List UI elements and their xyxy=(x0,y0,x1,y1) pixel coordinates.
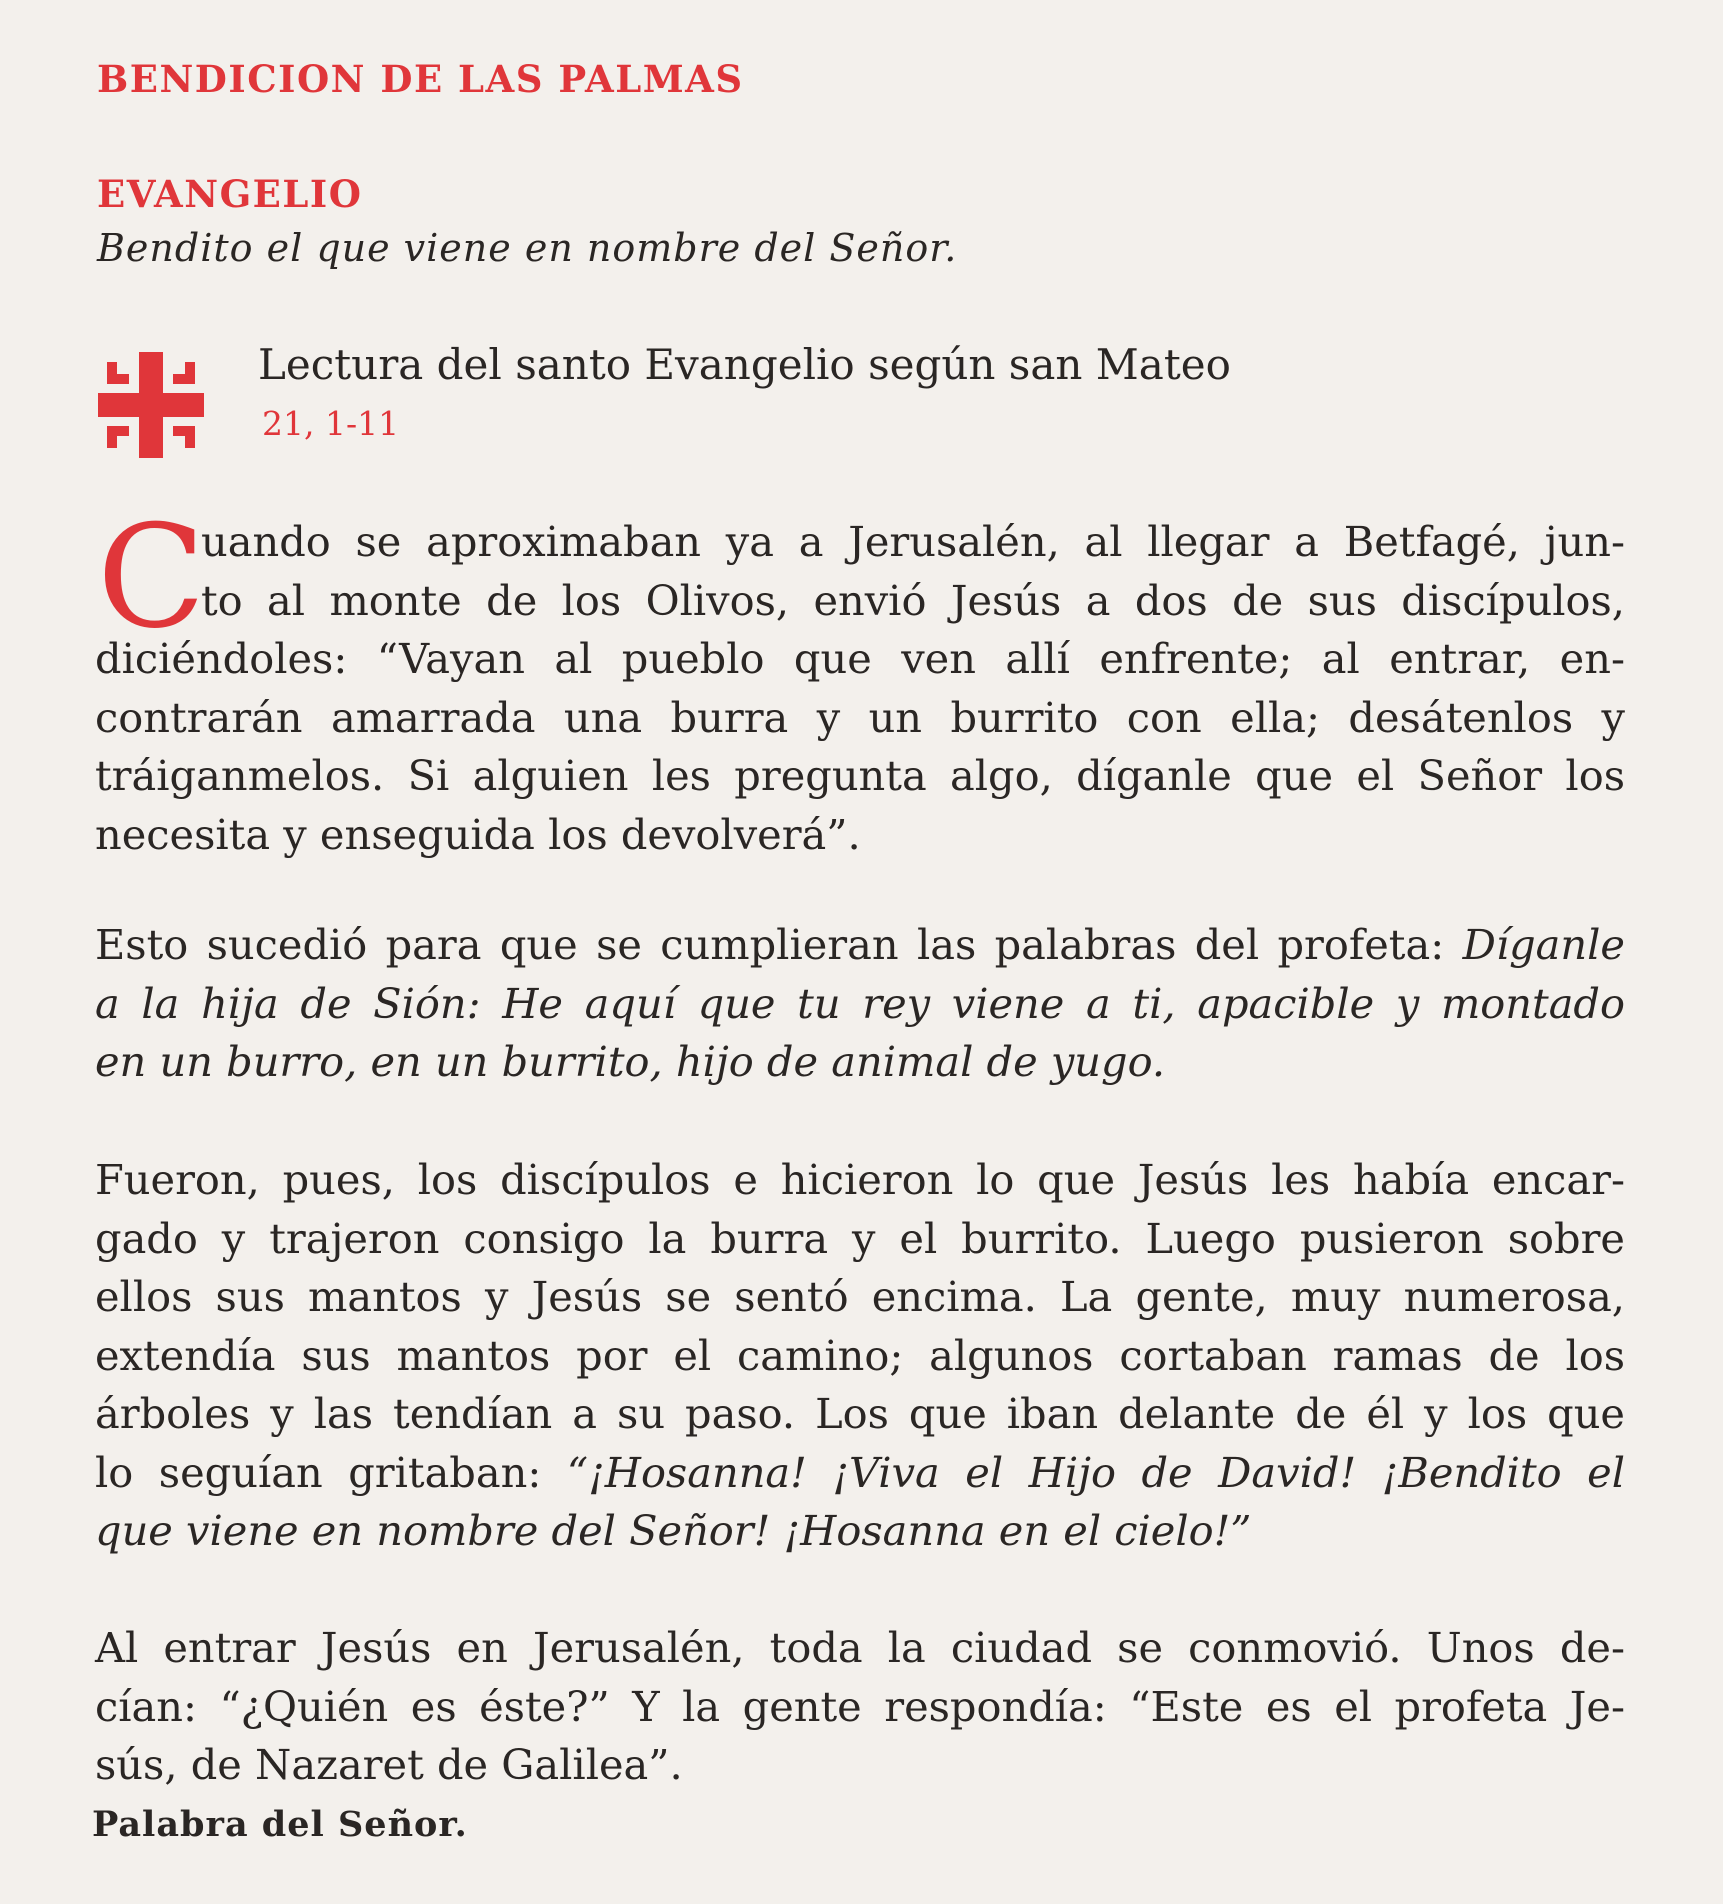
text-line: cían: “¿Quién es éste?” Y la gente respondía: “Este es el profeta Je- xyxy=(95,1681,1625,1731)
text-line: contrarán amarrada una burra y un burrito con ella; desátenlos y xyxy=(95,692,1625,742)
paragraph-1 xyxy=(95,495,1625,864)
acclamation-quote: que viene en nombre del Señor! ¡Hosanna en el cielo!” xyxy=(95,1506,1252,1555)
text-line: árboles y las tendían a su paso. Los que iban delante de él y los que xyxy=(95,1389,1625,1438)
reading-reference: 21, 1-11 xyxy=(262,404,400,443)
text-line: tráiganmelos. Si alguien les pregunta algo, díganle que el Señor los xyxy=(95,751,1625,800)
section-subtitle: Bendito el que viene en nombre del Señor. xyxy=(97,226,958,270)
paragraph-4 xyxy=(95,1619,1625,1795)
reading-title: Lectura del santo Evangelio según san Mateo xyxy=(258,340,1231,389)
jerusalem-cross-icon xyxy=(98,352,204,458)
text-line: necesita y enseguida los devolverá”. xyxy=(95,809,861,859)
prophecy-quote: a la hija de Sión: He aquí que tu rey viene a ti, apacible y montado xyxy=(95,978,1625,1028)
text-line: ellos sus mantos y Jesús se sentó encima. La gente, muy numerosa, xyxy=(95,1272,1625,1321)
text-line: Fueron, pues, los discípulos e hicieron lo que Jesús les había encar- xyxy=(95,1155,1625,1204)
closing-acclamation: Palabra del Señor. xyxy=(92,1804,468,1845)
paragraph-2 xyxy=(95,916,1625,1092)
prophecy-quote: en un burro, en un burrito, hijo de animal de yugo. xyxy=(95,1037,1166,1086)
paragraph-3 xyxy=(95,1151,1625,1561)
text-line: sús, de Nazaret de Galilea”. xyxy=(95,1740,683,1789)
section-title: BENDICION DE LAS PALMAS xyxy=(97,57,744,101)
section-label: EVANGELIO xyxy=(97,172,363,216)
text-line xyxy=(95,1444,1625,1503)
text-line: gado y trajeron consigo la burra y el burrito. Luego pusieron sobre xyxy=(95,1213,1625,1263)
text-line: Al entrar Jesús en Jerusalén, toda la ciudad se conmovió. Unos de- xyxy=(95,1623,1625,1672)
text-fragment: Esto sucedió para que se cumplieran las palabras del profeta: xyxy=(95,920,1445,969)
drop-cap: C xyxy=(97,495,206,660)
text-line xyxy=(95,916,1625,975)
text-line: extendía sus mantos por el camino; algunos cortaban ramas de los xyxy=(95,1330,1625,1380)
prophecy-quote: Díganle xyxy=(1462,920,1625,969)
text-line: to al monte de los Olivos, envió Jesús a dos de sus discípulos, xyxy=(201,575,1625,625)
text-line: uando se aproximaban ya a Jerusalén, al llegar a Betfagé, jun- xyxy=(201,517,1625,566)
acclamation-quote: “¡Hosanna! ¡Viva el Hijo de David! ¡Bendito el xyxy=(566,1447,1625,1497)
text-line: diciéndoles: “Vayan al pueblo que ven allí enfrente; al entrar, en- xyxy=(95,634,1625,683)
text-fragment: lo seguían gritaban: xyxy=(95,1447,542,1497)
